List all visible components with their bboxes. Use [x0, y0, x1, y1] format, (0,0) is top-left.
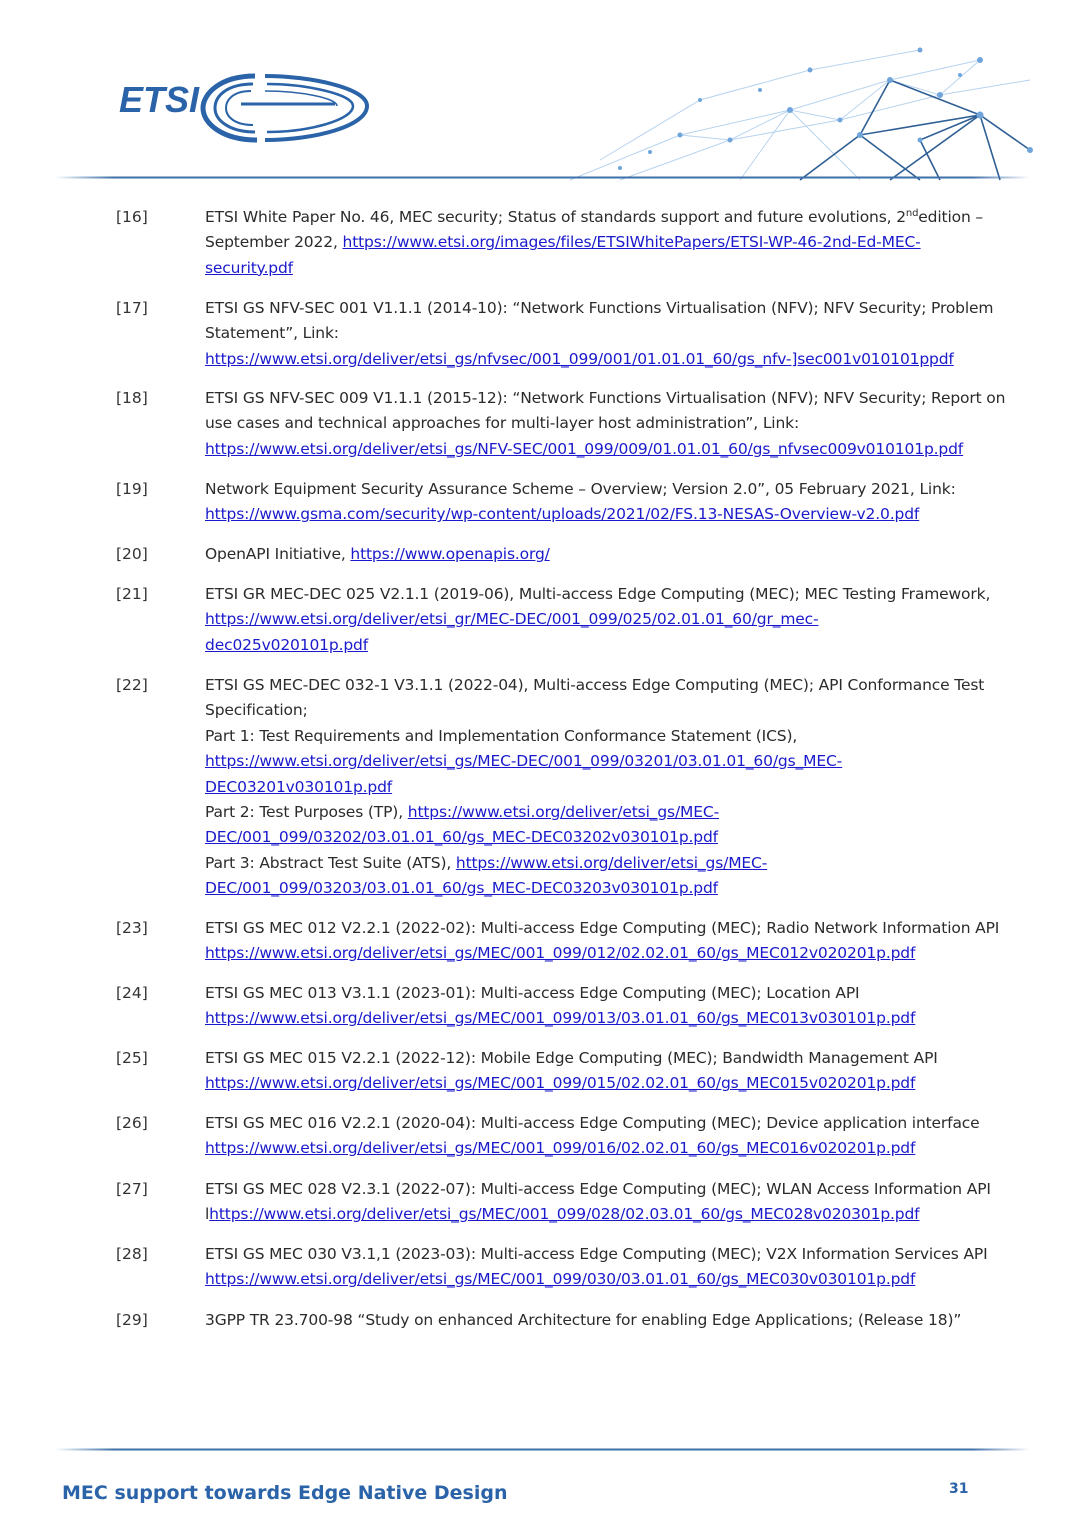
page-number: 31: [949, 1481, 969, 1497]
reference-text-segment: Specification;: [205, 701, 308, 720]
reference-text: [205, 1242, 995, 1293]
reference-link[interactable]: https://www.etsi.org/deliver/etsi_gs/MEC/001_099/015/02.02.01_60/gs_MEC015v020201p.pdf: [205, 1074, 916, 1093]
reference-line: [205, 775, 995, 800]
reference-line: [205, 1308, 995, 1333]
reference-number: [24]: [116, 984, 148, 1002]
reference-number: [28]: [116, 1245, 148, 1263]
reference-text-segment: ETSI GS NFV-SEC 009 V1.1.1 (2015-12): “Network Functions Virtualisation (NFV); NFV Security; Report on: [205, 389, 1006, 407]
reference-line: [205, 411, 995, 436]
reference-number: [20]: [116, 545, 148, 563]
reference-link[interactable]: https://www.etsi.org/deliver/etsi_gs/MEC/001_099/012/02.02.01_60/gs_MEC012v020201p.pdf: [205, 944, 916, 963]
reference-text: [205, 542, 995, 567]
reference-number: [18]: [116, 389, 148, 407]
reference-line: [205, 296, 995, 321]
network-graphic: [560, 40, 1040, 185]
reference-line: [205, 724, 995, 749]
document-title: MEC support towards Edge Native Design: [62, 1482, 508, 1504]
reference-number: [22]: [116, 676, 148, 694]
reference-text: [205, 582, 995, 658]
reference-line: [205, 981, 995, 1006]
reference-number: [21]: [116, 585, 148, 603]
reference-line: [205, 1006, 995, 1031]
reference-text: [205, 477, 995, 528]
reference-link[interactable]: https://www.etsi.org/deliver/etsi_gs/MEC-: [455, 853, 768, 872]
reference-line: [205, 1177, 995, 1202]
footer-divider: [55, 1448, 1030, 1452]
reference-line: [205, 1071, 995, 1096]
reference-number: [29]: [116, 1311, 148, 1329]
page-header: [0, 0, 1080, 185]
reference-line: [205, 230, 995, 255]
reference-line: [205, 825, 995, 850]
reference-link[interactable]: https://www.etsi.org/deliver/etsi_gs/MEC/001_099/028/02.03.01_60/gs_MEC028v020301p.pdf: [209, 1205, 920, 1224]
reference-line: [205, 205, 995, 230]
reference-link[interactable]: https://www.etsi.org/deliver/etsi_gs/nfvsec/001_099/001/01.01.01_60/gs_nfv-]sec001v010101ppdf: [205, 349, 954, 368]
reference-line: [205, 1267, 995, 1292]
reference-line: [205, 321, 995, 346]
reference-text-segment: ETSI GS MEC 016 V2.2.1 (2020-04): Multi-access Edge Computing (MEC); Device application interface: [205, 1114, 980, 1132]
reference-link[interactable]: DEC/001_099/03202/03.01.01_60/gs_MEC-DEC03202v030101p.pdf: [205, 828, 718, 847]
reference-line: [205, 941, 995, 966]
reference-line: [205, 437, 995, 462]
reference-link[interactable]: https://www.etsi.org/deliver/etsi_gs/MEC/001_099/013/03.01.01_60/gs_MEC013v030101p.pdf: [205, 1009, 916, 1028]
reference-text: [205, 1046, 995, 1097]
reference-number: [23]: [116, 919, 148, 937]
reference-link[interactable]: https://www.etsi.org/deliver/etsi_gs/NFV-SEC/001_099/009/01.01.01_60/gs_nfvsec009v010101p.pdf: [205, 439, 964, 458]
reference-line: [205, 698, 995, 723]
reference-number: [17]: [116, 299, 148, 317]
reference-line: [205, 542, 995, 567]
etsi-logo: [115, 66, 375, 148]
reference-number: [19]: [116, 480, 148, 498]
reference-link[interactable]: https://www.etsi.org/deliver/etsi_gs/MEC/001_099/030/03.01.01_60/gs_MEC030v030101p.pdf: [205, 1270, 916, 1289]
reference-line: [205, 749, 995, 774]
reference-line: [205, 673, 995, 698]
reference-line: [205, 633, 995, 658]
reference-text-segment: ETSI GS MEC 015 V2.2.1 (2022-12): Mobile Edge Computing (MEC); Bandwidth Management API: [205, 1049, 938, 1067]
reference-text-segment: ETSI GS MEC-DEC 032-1 V3.1.1 (2022-04), Multi-access Edge Computing (MEC); API Conformance Test: [205, 676, 985, 694]
reference-text: [205, 673, 995, 902]
reference-text-segment: Part 2: Test Purposes (TP),: [205, 803, 408, 822]
reference-line: [205, 916, 1000, 941]
reference-text-segment: Network Equipment Security Assurance Scheme – Overview; Version 2.0”, 05 February 2021, Link:: [205, 480, 956, 498]
reference-number: [27]: [116, 1180, 148, 1198]
reference-text-segment: ETSI GS MEC 028 V2.3.1 (2022-07): Multi-access Edge Computing (MEC); WLAN Access Information API: [205, 1180, 991, 1198]
reference-text: [205, 981, 995, 1032]
reference-line: [205, 1202, 995, 1227]
reference-link[interactable]: https://www.etsi.org/deliver/etsi_gs/MEC/001_099/016/02.02.01_60/gs_MEC016v020201p.pdf: [205, 1139, 916, 1158]
reference-text: [205, 1308, 995, 1333]
reference-text: [205, 916, 1000, 967]
reference-text: [205, 386, 1006, 462]
reference-text-segment: ETSI GS NFV-SEC 001 V1.1.1 (2014-10): “Network Functions Virtualisation (NFV); NFV Security; Problem: [205, 299, 994, 317]
reference-line: [205, 502, 995, 527]
reference-text-segment: ETSI White Paper No. 46, MEC security; Status of standards support and future evolutions, 2: [205, 208, 906, 226]
reference-link[interactable]: DEC03201v030101p.pdf: [205, 777, 393, 796]
reference-text: [205, 1177, 995, 1228]
reference-link[interactable]: DEC/001_099/03203/03.01.01_60/gs_MEC-DEC03203v030101p.pdf: [205, 879, 718, 898]
reference-text: [205, 1111, 995, 1162]
reference-line: [205, 386, 1006, 411]
reference-line: [205, 1046, 995, 1071]
superscript: nd: [905, 207, 919, 219]
reference-link[interactable]: https://www.etsi.org/deliver/etsi_gs/MEC-DEC/001_099/03201/03.01.01_60/gs_MEC-: [205, 752, 843, 771]
reference-text-segment: use cases and technical approaches for multi-layer host administration”, Link:: [205, 414, 800, 433]
reference-text-segment: September 2022,: [205, 233, 343, 252]
reference-text-segment: OpenAPI Initiative,: [205, 545, 351, 563]
reference-line: [205, 876, 995, 901]
reference-text-segment: 3GPP TR 23.700-98 “Study on enhanced Architecture for enabling Edge Applications; (Release 18)”: [205, 1311, 962, 1329]
reference-line: [205, 477, 995, 502]
reference-number: [26]: [116, 1114, 148, 1132]
reference-text-segment: edition –: [918, 208, 983, 226]
reference-link[interactable]: security.pdf: [205, 258, 293, 277]
reference-link[interactable]: https://www.etsi.org/images/files/ETSIWhitePapers/ETSI-WP-46-2nd-Ed-MEC-: [342, 233, 921, 252]
reference-line: [205, 1111, 995, 1136]
reference-line: [205, 347, 995, 372]
reference-text-segment: Part 1: Test Requirements and Implementation Conformance Statement (ICS),: [205, 726, 798, 745]
logo-text: ETSI: [119, 79, 200, 120]
reference-text-segment: ETSI GS MEC 013 V3.1.1 (2023-01): Multi-access Edge Computing (MEC); Location API: [205, 984, 860, 1002]
reference-text-segment: Statement”, Link:: [205, 324, 339, 343]
reference-line: [205, 256, 995, 281]
reference-line: [205, 582, 995, 607]
reference-link[interactable]: dec025v020101p.pdf: [205, 635, 369, 654]
reference-line: [205, 607, 995, 632]
reference-line: [205, 1136, 995, 1161]
reference-line: [205, 851, 995, 876]
reference-text: [205, 205, 995, 281]
reference-link[interactable]: https://www.etsi.org/deliver/etsi_gr/MEC-DEC/001_099/025/02.01.01_60/gr_mec-: [205, 610, 819, 629]
reference-text-segment: Part 3: Abstract Test Suite (ATS),: [205, 853, 456, 872]
reference-link[interactable]: https://www.openapis.org/: [350, 545, 550, 563]
reference-text-segment: l: [205, 1205, 210, 1224]
header-divider: [55, 176, 1030, 180]
reference-text-segment: ETSI GS MEC 030 V3.1,1 (2023-03): Multi-access Edge Computing (MEC); V2X Information Services API: [205, 1245, 988, 1263]
reference-text-segment: ETSI GS MEC 012 V2.2.1 (2022-02): Multi-access Edge Computing (MEC); Radio Network Information API: [205, 919, 1000, 937]
reference-line: [205, 800, 995, 825]
reference-text-segment: ETSI GR MEC-DEC 025 V2.1.1 (2019-06), Multi-access Edge Computing (MEC); MEC Testing Framework,: [205, 585, 991, 603]
reference-line: [205, 1242, 995, 1267]
reference-text: [205, 296, 995, 372]
reference-link[interactable]: https://www.etsi.org/deliver/etsi_gs/MEC-: [407, 803, 720, 822]
reference-number: [25]: [116, 1049, 148, 1067]
reference-number: [16]: [116, 208, 148, 226]
reference-link[interactable]: https://www.gsma.com/security/wp-content/uploads/2021/02/FS.13-NESAS-Overview-v2.0.pdf: [205, 505, 920, 524]
